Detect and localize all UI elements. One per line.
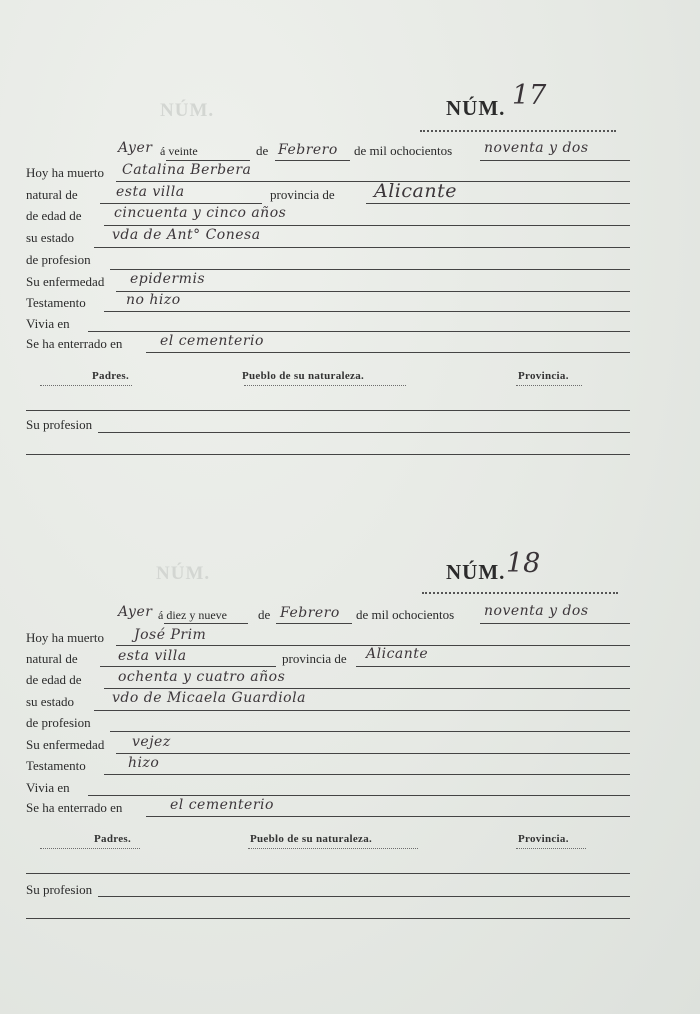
vivia-label: Vivia en xyxy=(26,780,70,795)
testamento-line xyxy=(104,774,630,775)
year-line xyxy=(480,623,630,624)
hoy-ha-muerto-label: Hoy ha muerto xyxy=(26,630,104,645)
enterrado-line xyxy=(146,352,630,353)
profesion-label: de profesion xyxy=(26,252,91,267)
deceased-name-value: José Prim xyxy=(134,627,207,643)
header-underline xyxy=(40,848,140,849)
enfermedad-line xyxy=(116,753,630,754)
day-line xyxy=(164,623,248,624)
padres-line xyxy=(26,410,630,411)
provincia-header: Provincia. xyxy=(518,833,569,845)
natural-line xyxy=(100,666,276,667)
header-underline xyxy=(516,385,582,386)
edad-label: de edad de xyxy=(26,672,82,687)
record-number-label: NÚM. xyxy=(446,96,506,120)
day-line xyxy=(166,160,250,161)
estado-value: vdo de Micaela Guardiola xyxy=(112,690,306,706)
estado-label: su estado xyxy=(26,230,75,245)
header-underline xyxy=(248,848,418,849)
enterrado-label: Se ha enterrado en xyxy=(26,336,123,351)
year-prefix-label: de mil ochocientos xyxy=(356,607,455,622)
provincia-value: Alicante xyxy=(374,180,457,202)
header-underline xyxy=(244,385,406,386)
edad-value: cincuenta y cinco años xyxy=(114,205,287,221)
enfermedad-label: Su enfermedad xyxy=(26,274,105,289)
deceased-name-value: Catalina Berbera xyxy=(122,162,252,178)
padres-header: Padres. xyxy=(94,833,132,845)
year-prefix-label: de mil ochocientos xyxy=(354,143,453,158)
profesion-label: de profesion xyxy=(26,715,91,730)
pueblo-header: Pueblo de su naturaleza. xyxy=(242,370,365,382)
edad-value: ochenta y cuatro años xyxy=(118,669,286,685)
provincia-label: provincia de xyxy=(270,187,335,202)
vivia-line xyxy=(88,795,630,796)
date-year-value: noventa y dos xyxy=(484,603,589,619)
natural-label: natural de xyxy=(26,651,78,666)
enfermedad-label: Su enfermedad xyxy=(26,737,105,752)
date-month-value: Febrero xyxy=(278,142,338,158)
handwritten-prefix: Ayer xyxy=(118,604,153,620)
estado-value: vda de Ant° Conesa xyxy=(112,227,261,243)
provincia-line xyxy=(366,203,630,204)
provincia-header: Provincia. xyxy=(518,370,569,382)
su-profesion-label: Su profesion xyxy=(26,417,93,432)
testamento-value: hizo xyxy=(128,755,160,771)
enterrado-value: el cementerio xyxy=(160,333,264,349)
month-line xyxy=(275,160,350,161)
natural-line xyxy=(100,203,262,204)
record-number-value: 17 xyxy=(512,80,547,111)
number-underline xyxy=(422,592,618,598)
number-underline xyxy=(420,130,616,136)
natural-value: esta villa xyxy=(116,184,185,200)
provincia-label: provincia de xyxy=(282,651,347,666)
provincia-line xyxy=(356,666,630,667)
bleed-through-number: NÚM. xyxy=(156,563,211,584)
natural-value: esta villa xyxy=(118,648,187,664)
provincia-value: Alicante xyxy=(366,646,429,662)
date-day-value: á veinte xyxy=(160,144,198,158)
estado-line xyxy=(94,710,630,711)
closing-line xyxy=(26,918,630,919)
header-underline xyxy=(40,385,132,386)
edad-line xyxy=(104,688,630,689)
month-line xyxy=(276,623,352,624)
testamento-value: no hizo xyxy=(126,292,181,308)
enfermedad-value: vejez xyxy=(132,734,171,750)
enterrado-line xyxy=(146,816,630,817)
padres-line xyxy=(26,873,630,874)
profesion-line xyxy=(110,731,630,732)
vivia-line xyxy=(88,331,630,332)
record-number-value: 18 xyxy=(506,548,541,579)
header-underline xyxy=(516,848,586,849)
su-profesion-line xyxy=(98,896,630,897)
de-label: de xyxy=(258,607,271,622)
date-day-value: á diez y nueve xyxy=(158,608,227,622)
profesion-line xyxy=(110,269,630,270)
testamento-line xyxy=(104,311,630,312)
enfermedad-line xyxy=(116,291,630,292)
su-profesion-line xyxy=(98,432,630,433)
su-profesion-label: Su profesion xyxy=(26,882,93,897)
record-number-label: NÚM. xyxy=(446,560,506,584)
estado-line xyxy=(94,247,630,248)
hoy-ha-muerto-label: Hoy ha muerto xyxy=(26,165,104,180)
vivia-label: Vivia en xyxy=(26,316,70,331)
enterrado-value: el cementerio xyxy=(170,797,274,813)
testamento-label: Testamento xyxy=(26,758,86,773)
edad-line xyxy=(104,225,630,226)
date-month-value: Febrero xyxy=(280,605,340,621)
edad-label: de edad de xyxy=(26,208,82,223)
pueblo-header: Pueblo de su naturaleza. xyxy=(250,833,373,845)
enfermedad-value: epidermis xyxy=(130,271,206,287)
de-label: de xyxy=(256,143,269,158)
date-year-value: noventa y dos xyxy=(484,140,589,156)
natural-label: natural de xyxy=(26,187,78,202)
enterrado-label: Se ha enterrado en xyxy=(26,800,123,815)
name-line xyxy=(116,181,630,182)
closing-line xyxy=(26,454,630,455)
estado-label: su estado xyxy=(26,694,75,709)
testamento-label: Testamento xyxy=(26,295,86,310)
year-line xyxy=(480,160,630,161)
handwritten-prefix: Ayer xyxy=(118,140,153,156)
padres-header: Padres. xyxy=(92,370,130,382)
bleed-through-number: NÚM. xyxy=(160,100,215,121)
